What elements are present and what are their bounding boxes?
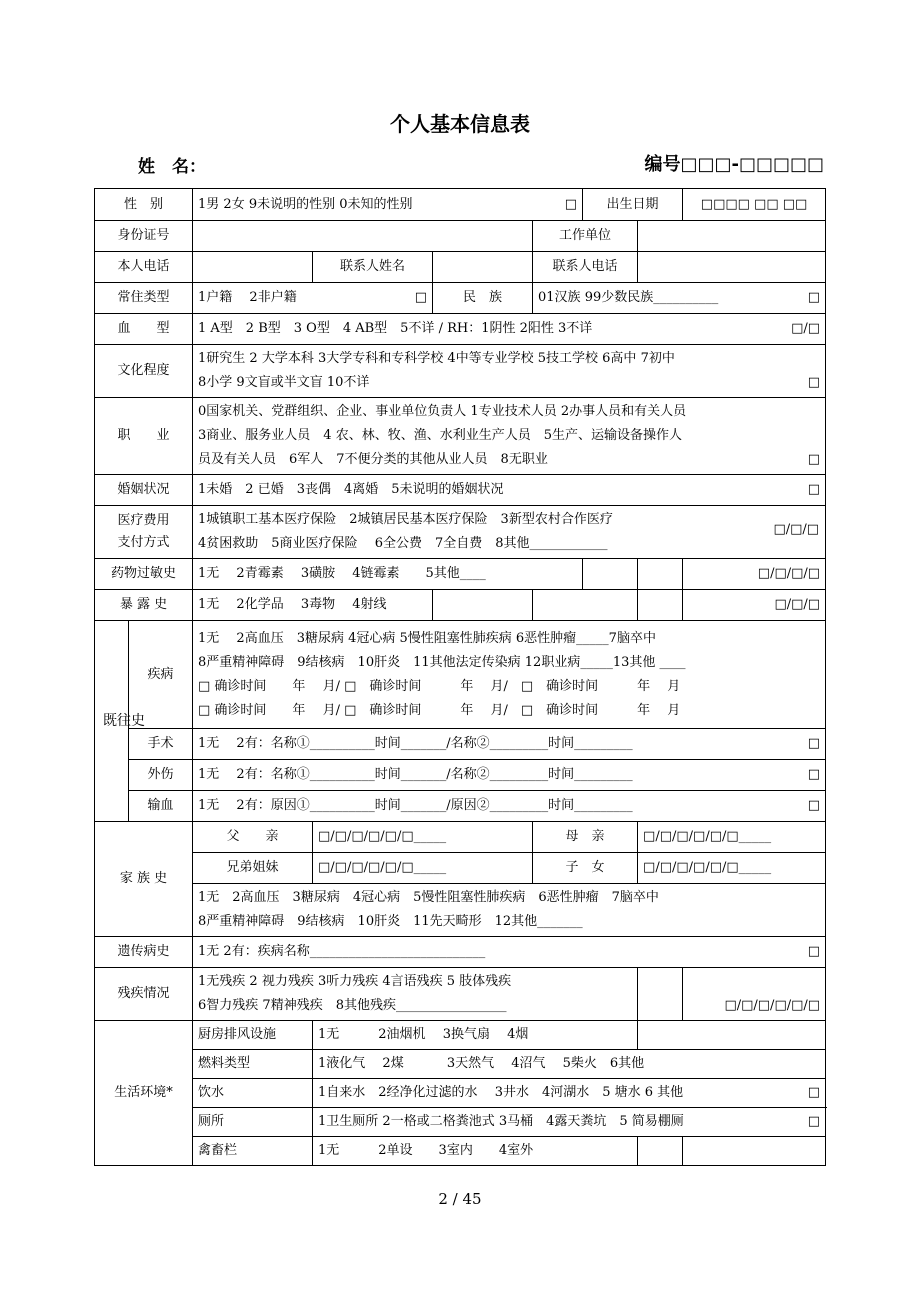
- ethnic-checkbox[interactable]: □: [807, 290, 821, 305]
- disability-options[interactable]: [193, 968, 638, 1021]
- exposure-label: 暴 露 史: [95, 590, 193, 621]
- children-checkboxes[interactable]: □/□/□/□/□/□_____: [638, 853, 826, 884]
- exposure-row: [95, 590, 826, 621]
- occupation-line-1: 0国家机关、党群组织、企业、事业单位负责人 1专业技术人员 2办事人员和有关人员: [198, 404, 687, 419]
- occupation-checkbox[interactable]: □: [807, 452, 821, 467]
- livestock-label: 禽畜栏: [193, 1137, 313, 1166]
- livestock-options[interactable]: 1无 2单设 3室内 4室外: [313, 1137, 638, 1166]
- toilet-row: [95, 1108, 826, 1137]
- genetic-text: 1无 2有：疾病名称___________________________: [198, 944, 486, 959]
- exposure-blank-2[interactable]: [533, 590, 638, 621]
- education-options[interactable]: [193, 345, 826, 398]
- gender-checkbox[interactable]: □: [564, 196, 578, 212]
- drug-allergy-row: [95, 559, 826, 590]
- contact-phone-label: 联系人电话: [533, 252, 638, 283]
- exposure-options[interactable]: 1无 2化学品 3毒物 4射线: [193, 590, 433, 621]
- transfusion-text: 1无 2有：原因①__________时间_______/原因②_________时间_________: [198, 798, 633, 813]
- disease-options[interactable]: [193, 621, 826, 729]
- water-checkbox[interactable]: □: [807, 1085, 821, 1100]
- trauma-row: [95, 760, 826, 791]
- livestock-blank-1[interactable]: [638, 1137, 683, 1166]
- education-checkbox[interactable]: □: [807, 375, 821, 390]
- mother-checkboxes[interactable]: □/□/□/□/□/□_____: [638, 822, 826, 853]
- marital-row: [95, 475, 826, 506]
- sibling-checkboxes[interactable]: □/□/□/□/□/□_____: [313, 853, 533, 884]
- environment-label: 生活环境*: [95, 1021, 193, 1166]
- medical-payment-checkbox[interactable]: □/□/□: [773, 522, 820, 537]
- transfusion-row: [95, 791, 826, 822]
- disease-diagnosis-line-2[interactable]: □ 确诊时间 年 月/ □ 确诊时间 年 月/ □ 确诊时间 年 月: [198, 702, 681, 718]
- phone-row: [95, 252, 826, 283]
- blood-checkbox[interactable]: □/□: [791, 321, 821, 336]
- medical-payment-row: [95, 506, 826, 559]
- surgery-checkbox[interactable]: □: [807, 736, 821, 751]
- phone-label: 本人电话: [95, 252, 193, 283]
- disability-line-2: 6智力残疾 7精神残疾 8其他残疾_________________: [198, 998, 507, 1013]
- family-parents-row: [95, 822, 826, 853]
- contact-phone-field[interactable]: [638, 252, 826, 283]
- education-line-2: 8小学 9文盲或半文盲 10不详: [198, 375, 370, 390]
- family-options-line-1: 1无 2高血压 3糖尿病 4冠心病 5慢性阻塞性肺疾病 6恶性肿瘤 7脑卒中: [198, 890, 659, 905]
- medical-payment-label-2: 支付方式: [117, 535, 170, 550]
- family-options: [193, 884, 826, 937]
- gender-options-text: 1男 2女 9未说明的性别 0未知的性别: [198, 196, 413, 212]
- family-history-label: 家 族 史: [95, 822, 193, 937]
- disease-line-1: 1无 2高血压 3糖尿病 4冠心病 5慢性阻塞性肺疾病 6恶性肿瘤_____7脑卒中: [198, 630, 656, 646]
- kitchen-row: [95, 1021, 826, 1050]
- genetic-row: [95, 937, 826, 968]
- mother-label: 母 亲: [533, 822, 638, 853]
- water-text: 1自来水 2经净化过滤的水 3井水 4河湖水 5 塘水 6 其他: [318, 1085, 684, 1100]
- family-siblings-row: [95, 853, 826, 884]
- kitchen-label: 厨房排风设施: [193, 1021, 313, 1050]
- surgery-field[interactable]: [193, 729, 826, 760]
- medical-payment-line-2: 4贫困救助 5商业医疗保险 6全公费 7全自费 8其他____________: [198, 536, 608, 551]
- family-options-row: [95, 884, 826, 937]
- transfusion-checkbox[interactable]: □: [807, 798, 821, 813]
- id-label: 身份证号: [95, 221, 193, 252]
- residence-label: 常住类型: [95, 283, 193, 314]
- medical-payment-label-1: 医疗费用: [117, 513, 170, 528]
- gender-label: 性 别: [95, 189, 193, 221]
- exposure-checkbox[interactable]: □/□/□: [683, 590, 826, 621]
- toilet-checkbox[interactable]: □: [807, 1114, 821, 1129]
- ethnic-label: 民 族: [433, 283, 533, 314]
- marital-options[interactable]: [193, 475, 826, 506]
- id-number-field[interactable]: [193, 221, 533, 252]
- livestock-row: [95, 1137, 826, 1166]
- drug-allergy-checkbox[interactable]: □/□/□/□: [683, 559, 826, 590]
- trauma-checkbox[interactable]: □: [807, 767, 821, 782]
- education-row: [95, 345, 826, 398]
- toilet-options[interactable]: [313, 1108, 826, 1137]
- surgery-row: [95, 729, 826, 760]
- occupation-row: [95, 398, 826, 475]
- marital-options-text: 1未婚 2 已婚 3丧偶 4离婚 5未说明的婚姻状况: [198, 482, 504, 497]
- disease-history-row: [95, 621, 826, 729]
- education-line-1: 1研究生 2 大学本科 3大学专科和专科学校 4中等专业学校 5技工学校 6高中 7初中: [198, 351, 675, 366]
- surgery-text: 1无 2有：名称①__________时间_______/名称②_________时间_________: [198, 736, 633, 751]
- occupation-options[interactable]: [193, 398, 826, 475]
- serial-number-label: 编号□□□-□□□□□: [644, 154, 824, 175]
- occupation-label: 职 业: [95, 398, 193, 475]
- surgery-label: 手术: [129, 729, 193, 760]
- education-label: 文化程度: [95, 345, 193, 398]
- work-unit-field[interactable]: [638, 221, 826, 252]
- toilet-label: 厕所: [193, 1108, 313, 1137]
- ethnic-options[interactable]: [533, 283, 826, 314]
- fuel-row: [95, 1050, 826, 1079]
- water-row: [95, 1079, 826, 1108]
- father-label: 父 亲: [193, 822, 313, 853]
- personal-info-form: [94, 188, 826, 1166]
- name-label: 姓 名：: [138, 157, 206, 177]
- residence-options[interactable]: [193, 283, 433, 314]
- trauma-label: 外伤: [129, 760, 193, 791]
- disease-diagnosis-line-1[interactable]: □ 确诊时间 年 月/ □ 确诊时间 年 月/ □ 确诊时间 年 月: [198, 678, 681, 694]
- disease-line-2: 8严重精神障碍 9结核病 10肝炎 11其他法定传染病 12职业病_____13其他 ____: [198, 654, 686, 670]
- father-checkboxes[interactable]: □/□/□/□/□/□_____: [313, 822, 533, 853]
- medical-payment-options[interactable]: [193, 506, 826, 559]
- toilet-text: 1卫生厕所 2一格或二格粪池式 3马桶 4露天粪坑 5 简易棚厕: [318, 1114, 684, 1129]
- disability-checkbox[interactable]: □/□/□/□/□/□: [683, 968, 826, 1021]
- drug-allergy-blank-1[interactable]: [583, 559, 638, 590]
- history-label: 既往史: [95, 621, 129, 822]
- disability-blank[interactable]: [638, 968, 683, 1021]
- sibling-label: 兄弟姐妹: [193, 853, 313, 884]
- kitchen-options[interactable]: 1无 2油烟机 3换气扇 4烟: [313, 1021, 638, 1050]
- drug-allergy-label: 药物过敏史: [95, 559, 193, 590]
- gender-options[interactable]: [193, 189, 583, 221]
- phone-field[interactable]: [193, 252, 313, 283]
- occupation-line-2: 3商业、服务业人员 4 农、林、牧、渔、水利业生产人员 5生产、运输设备操作人: [198, 428, 682, 443]
- transfusion-label: 输血: [129, 791, 193, 822]
- water-options[interactable]: [313, 1079, 826, 1108]
- work-unit-label: 工作单位: [533, 221, 638, 252]
- medical-payment-line-1: 1城镇职工基本医疗保险 2城镇居民基本医疗保险 3新型农村合作医疗: [198, 512, 613, 527]
- marital-checkbox[interactable]: □: [807, 482, 821, 497]
- gender-row: [95, 189, 826, 221]
- id-row: [95, 221, 826, 252]
- genetic-label: 遗传病史: [95, 937, 193, 968]
- kitchen-blank[interactable]: [638, 1021, 826, 1050]
- medical-payment-label: [95, 506, 193, 559]
- page-number: 2 / 45: [438, 1190, 482, 1208]
- disability-row: [95, 968, 826, 1021]
- contact-name-field[interactable]: [433, 252, 533, 283]
- children-label: 子 女: [533, 853, 638, 884]
- genetic-field[interactable]: [193, 937, 826, 968]
- livestock-blank-2[interactable]: [683, 1137, 826, 1166]
- transfusion-field[interactable]: [193, 791, 826, 822]
- blood-row: [95, 314, 826, 345]
- blood-options-text: 1 A型 2 B型 3 O型 4 AB型 5不详 / RH：1阴性 2阳性 3不详: [198, 321, 593, 336]
- blood-label: 血 型: [95, 314, 193, 345]
- dob-label: 出生日期: [583, 189, 683, 221]
- disability-line-1: 1无残疾 2 视力残疾 3听力残疾 4言语残疾 5 肢体残疾: [198, 974, 512, 989]
- marital-label: 婚姻状况: [95, 475, 193, 506]
- contact-name-label: 联系人姓名: [313, 252, 433, 283]
- fuel-options[interactable]: 1液化气 2煤 3天然气 4沼气 5柴火 6其他: [313, 1050, 826, 1079]
- blood-options[interactable]: [193, 314, 826, 345]
- occupation-line-3: 员及有关人员 6军人 7不便分类的其他从业人员 8无职业: [198, 452, 548, 467]
- trauma-text: 1无 2有：名称①__________时间_______/名称②_________时间_________: [198, 767, 633, 782]
- genetic-checkbox[interactable]: □: [807, 944, 821, 959]
- residence-row: [95, 283, 826, 314]
- drug-allergy-blank-2[interactable]: [638, 559, 683, 590]
- page-title: 个人基本信息表: [390, 112, 530, 136]
- residence-options-text: 1户籍 2非户籍: [198, 290, 297, 305]
- exposure-blank-3[interactable]: [638, 590, 683, 621]
- fuel-label: 燃料类型: [193, 1050, 313, 1079]
- trauma-field[interactable]: [193, 760, 826, 791]
- family-options-line-2: 8严重精神障碍 9结核病 10肝炎 11先天畸形 12其他_______: [198, 914, 583, 929]
- ethnic-options-text: 01汉族 99少数民族__________: [538, 290, 719, 305]
- water-label: 饮水: [193, 1079, 313, 1108]
- dob-field[interactable]: □□□□ □□ □□: [683, 189, 826, 221]
- disease-label: 疾病: [129, 621, 193, 729]
- exposure-blank-1[interactable]: [433, 590, 533, 621]
- drug-allergy-options[interactable]: 1无 2青霉素 3磺胺 4链霉素 5其他____: [193, 559, 583, 590]
- residence-checkbox[interactable]: □: [414, 290, 428, 305]
- disability-label: 残疾情况: [95, 968, 193, 1021]
